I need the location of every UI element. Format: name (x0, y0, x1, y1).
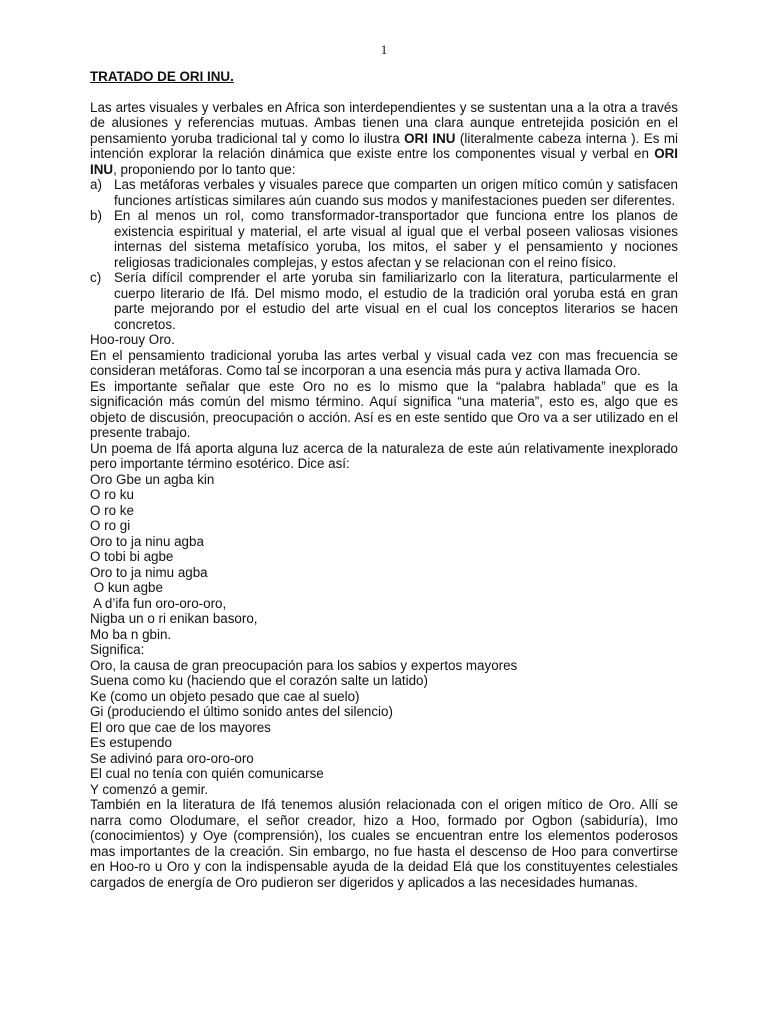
list-item-text: En al menos un rol, como transformador-transportador que funciona entre los planos de existencia espiritual y material, el arte visual al igual que el verbal poseen valiosas visiones internas del sistema metafísico yoruba, los mitos, el saber y el pensamiento y nociones religiosas tradicionales complejas, y estos afectan y se relacionan con el reino físico. (114, 208, 678, 270)
list-item-label: b) (90, 208, 102, 223)
document-title: TRATADO DE ORI INU. (90, 69, 234, 84)
paragraph: Es importante señalar que este Oro no es lo mismo que la “palabra hablada” que es la significación más común del mismo término. Aquí significa “una materia”, esto es, algo que es objeto de discusión, preocupación o acción. Así es en este sentido que Oro va a ser utilizado en el presente trabajo. (90, 378, 678, 440)
closing-paragraph: También en la literatura de Ifá tenemos alusión relacionada con el origen mítico de Oro. Allí se narra como Olodumare, el señor creador, hizo a Hoo, formado por Ogbon (sabiduría), Imo (conocimientos) y Oye (comprensión), los cuales se encuentran entre los elementos poderosos mas importantes de la creación. Sin embargo, no fue hasta el descenso de Hoo para convertirse en Hoo-ro u Oro y con la indispensable ayuda de la deidad Elá que los constituyentes celestiales cargados de energía de Oro pudieron ser digeridos y aplicados a las necesidades humanas. (90, 797, 678, 890)
translation-heading: Significa: (90, 642, 145, 657)
translation-line: Es estupendo (90, 735, 172, 750)
list-item-a (90, 177, 678, 208)
section-heading-hoo-rouy-oro: Hoo-rouy Oro. (90, 332, 175, 347)
intro-text-3: , proponiendo por lo tanto que: (113, 161, 296, 177)
translation-line: Ke (como un objeto pesado que cae al suelo) (90, 688, 360, 704)
paragraph: En el pensamiento tradicional yoruba las artes verbal y visual cada vez con mas frecuencia se consideran metáforas. Como tal se incorporan a una esencia más pura y activa llamada Oro. (90, 347, 678, 378)
intro-text-1: Las artes visuales y verbales en Africa son interdependientes y se sustentan una a la otra a través de alusiones y referencias mutuas. Ambas tienen una clara aunque entretejida posición en el pensamiento yoruba tradicional tal y como lo ilustra (90, 99, 678, 146)
list-item-text: Sería difícil comprender el arte yoruba sin familiarizarlo con la literatura, particularmente el cuerpo literario de Ifá. Del mismo modo, el estudio de la tradición oral yoruba está en gran parte mejorando por el estudio del arte visual en el cual los conceptos literarios se hacen concretos. (114, 270, 678, 332)
document-body (90, 100, 678, 891)
list-item-text: Las metáforas verbales y visuales parece que comparten un origen mítico común y satisfacen funciones artísticas similares aún cuando sus modos y manifestaciones pueden ser diferentes. (114, 177, 678, 208)
page-number: 1 (380, 42, 388, 57)
poem-line: Mo ba n gbin. (90, 626, 172, 642)
ifa-poem (90, 472, 678, 798)
intro-paragraph (90, 100, 678, 178)
poem-line: O kun agbe (90, 580, 163, 595)
poem-line: O ro ke (90, 502, 134, 518)
poem-line: O tobi bi agbe (90, 549, 174, 564)
ori-inu-term-2: ORI INU (90, 146, 678, 177)
translation-line: Gi (produciendo el último sonido antes del silencio) (90, 704, 393, 719)
poem-line: Oro to ja ninu agba (90, 533, 204, 549)
poem-line: Oro Gbe un agba kin (90, 471, 215, 487)
poem-line: O ro gi (90, 518, 131, 533)
translation-line: El oro que cae de los mayores (90, 719, 271, 735)
list-item-label: c) (90, 270, 102, 285)
poem-line: Oro to ja nimu agba (90, 564, 208, 580)
list-item-b (90, 208, 678, 270)
poem-line: A d’ifa fun oro-oro-oro, (90, 595, 227, 611)
translation-line: Y comenzó a gemir. (90, 781, 209, 797)
translation-line: Oro, la causa de gran preocupación para los sabios y expertos mayores (90, 657, 518, 673)
intro-text-2: (literalmente cabeza interna ). Es mi intención explorar la relación dinámica que existe entre los componentes visual y verbal en (90, 130, 678, 161)
list-item-label: a) (90, 177, 102, 192)
translation-line: Se adivinó para oro-oro-oro (90, 750, 254, 766)
poem-line: O ro ku (90, 487, 134, 502)
translation-line: Suena como ku (haciendo que el corazón salte un latido) (90, 673, 428, 688)
translation-line: El cual no tenía con quién comunicarse (90, 766, 324, 781)
ori-inu-term-1: ORI INU (404, 130, 456, 146)
list-item-c (90, 270, 678, 332)
poem-line: Nigba un o ri enikan basoro, (90, 611, 258, 626)
paragraph: Un poema de Ifá aporta alguna luz acerca de la naturaleza de este aún relativamente inexplorado pero importante término esotérico. Dice así: (90, 440, 678, 471)
